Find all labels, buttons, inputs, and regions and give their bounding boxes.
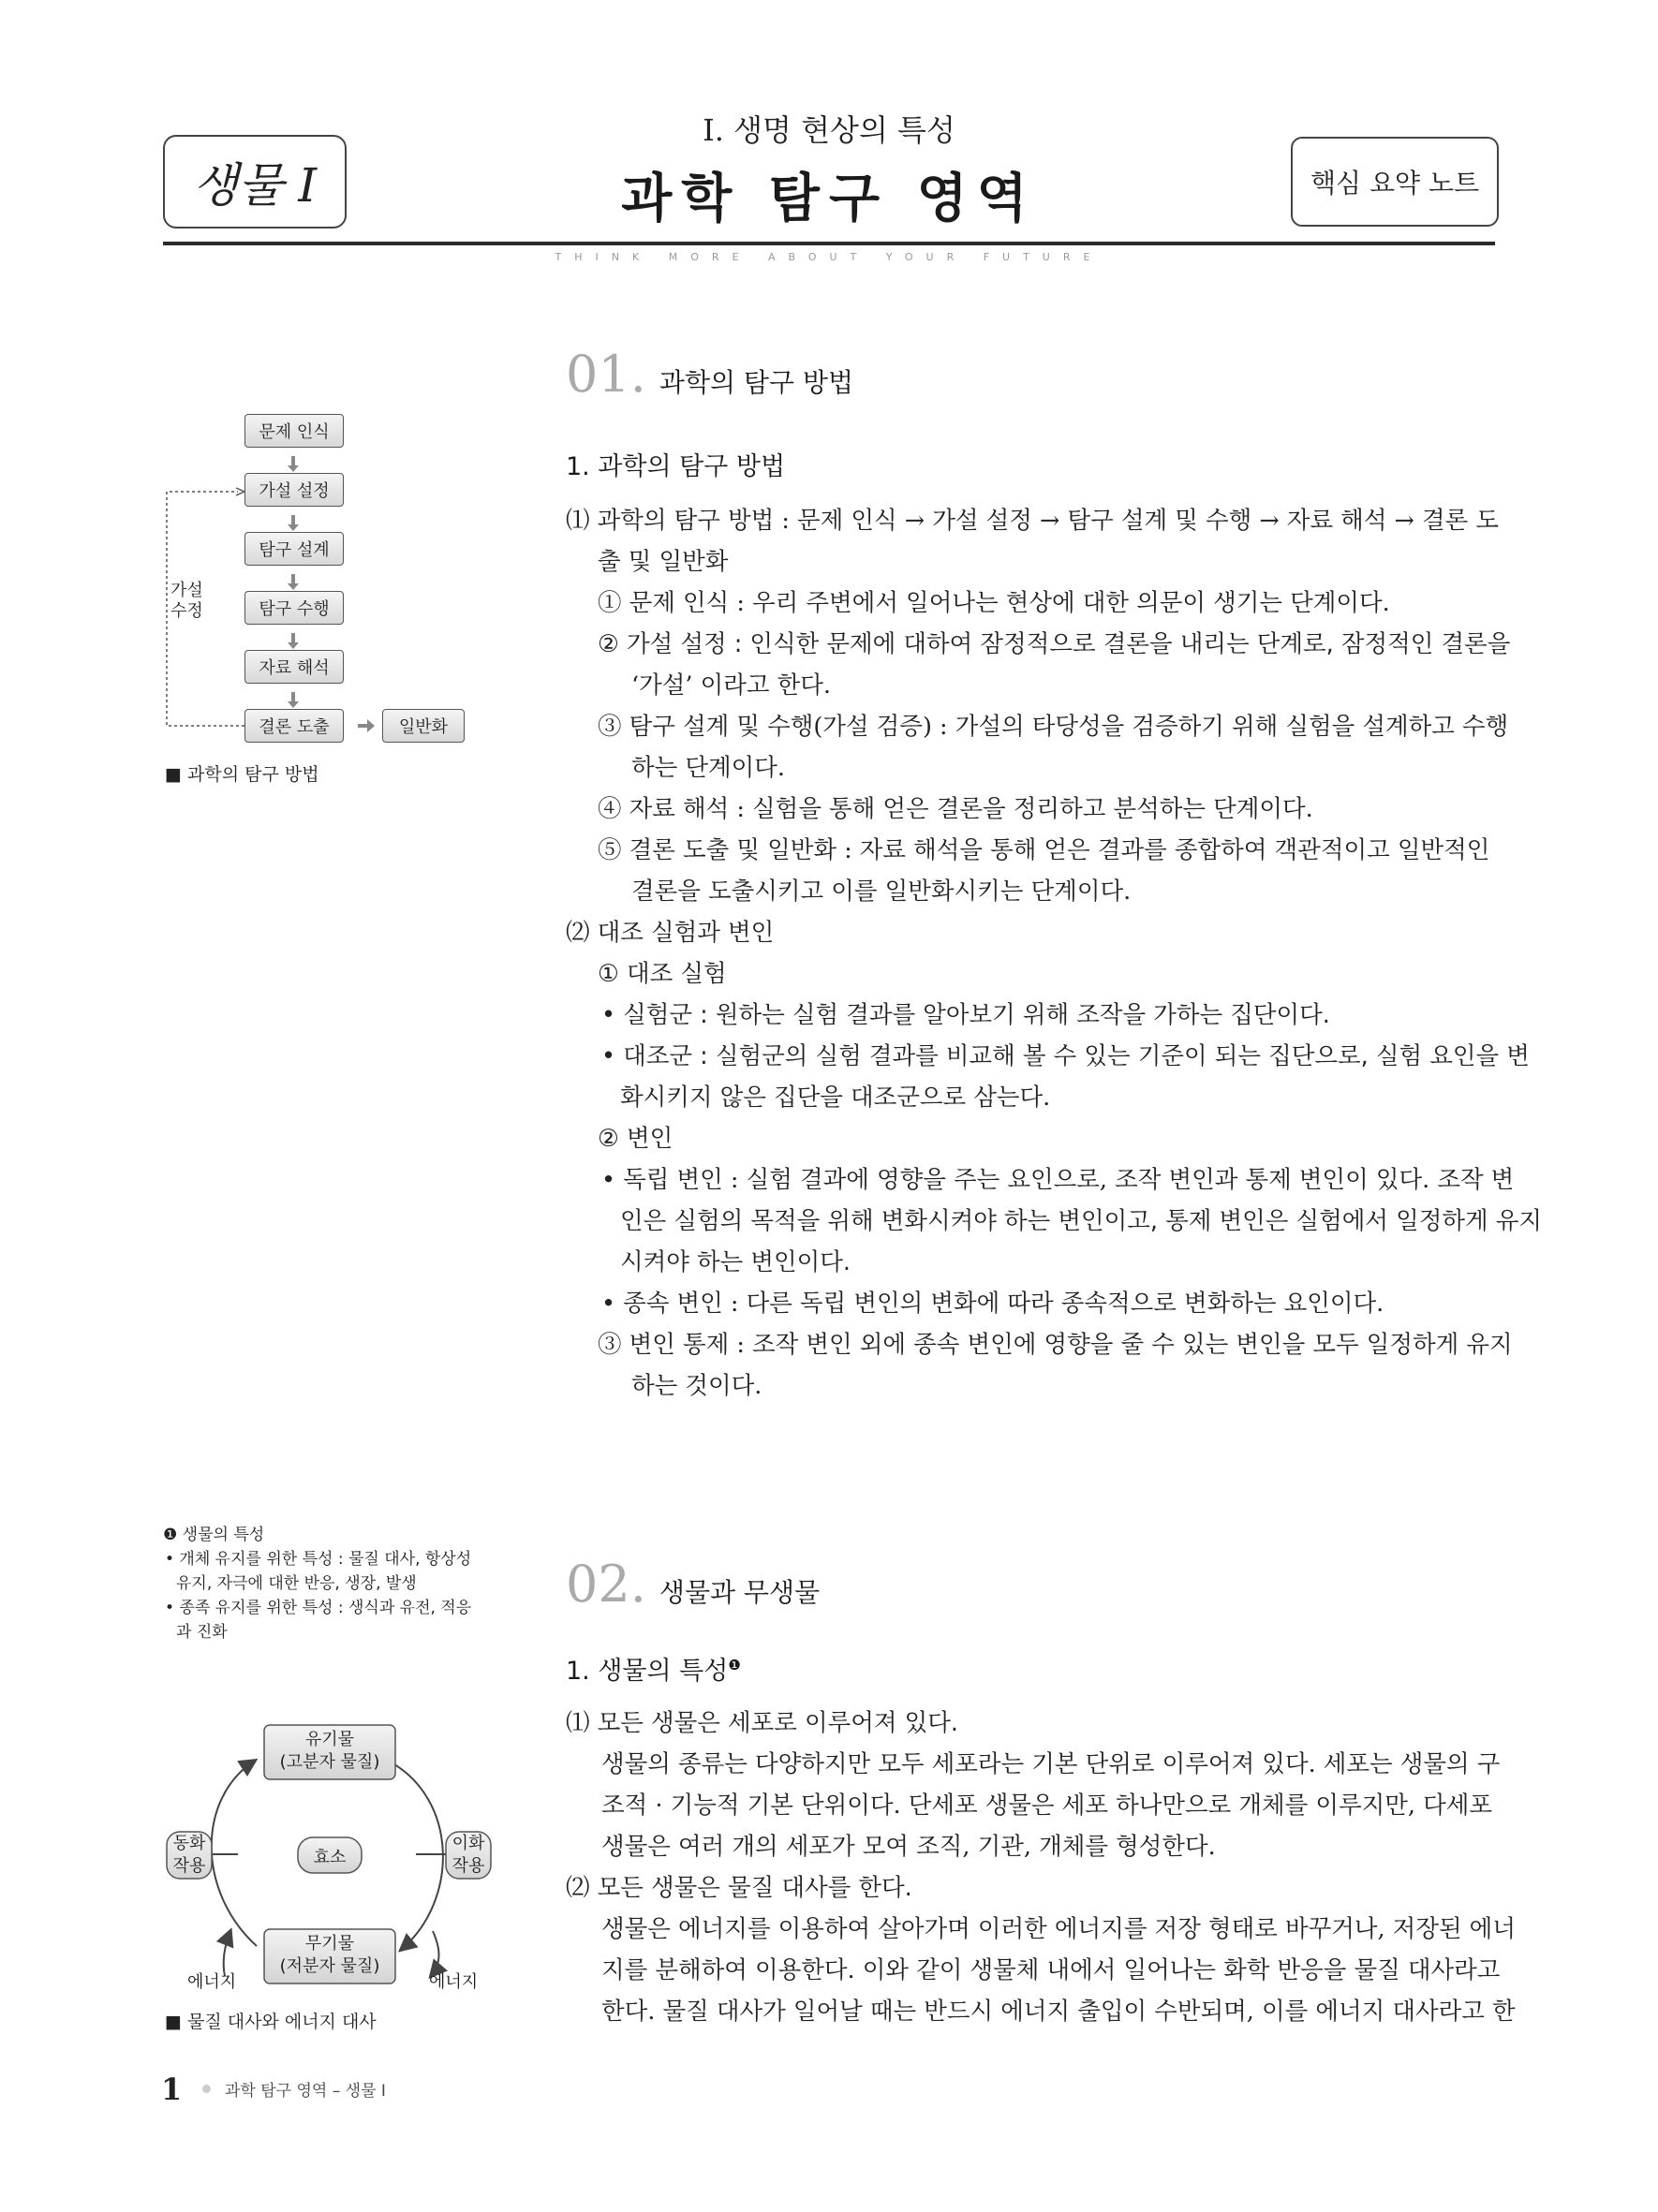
text-line: 지를 분해하여 이용한다. 이와 같이 생물체 내에서 일어나는 화학 반응을 물질 대사라고 — [601, 1956, 1501, 1984]
flow-step-generalize: 일반화 — [382, 709, 465, 743]
inquiry-flowchart — [161, 412, 480, 768]
inorganic-matter-box — [264, 1933, 395, 1978]
text-line: • 대조군 : 실험군의 실험 결과를 비교해 볼 수 있는 기준이 되는 집단으로, 실험 요인을 변 — [601, 1042, 1530, 1070]
text-line: • 독립 변인 : 실험 결과에 영향을 주는 요인으로, 조작 변인과 통제 변인이 있다. 조작 변 — [601, 1166, 1515, 1194]
anabolism-label-2: 작용 — [172, 1856, 206, 1876]
flow-step-conclusion: 결론 도출 — [244, 709, 344, 743]
text-line: 시켜야 하는 변인이다. — [620, 1248, 851, 1276]
section-1-heading — [566, 345, 853, 404]
text-line: 출 및 일반화 — [598, 548, 729, 576]
section-2-title: 생물과 무생물 — [659, 1577, 821, 1608]
text-line: ② 가설 설정 : 인식한 문제에 대하여 잠정적으로 결론을 내리는 단계로, 잠정적인 결론을 — [598, 630, 1511, 658]
text-line: ③ 탐구 설계 및 수행(가설 검증) : 가설의 타당성을 검증하기 위해 실험을 설계하고 수행 — [598, 713, 1509, 741]
flow-revise-label: 가설 수정 — [170, 581, 203, 621]
section-2-heading — [566, 1555, 820, 1614]
text-line: ② 변인 — [598, 1125, 674, 1153]
tagline: THINK MORE ABOUT YOUR FUTURE — [555, 251, 1103, 263]
footnote-marker: ❶ — [728, 1657, 741, 1674]
text-line: • 종속 변인 : 다른 독립 변인의 변화에 따라 종속적으로 변화하는 요인이다. — [601, 1290, 1384, 1318]
text-line: ‘가설’ 이라고 한다. — [631, 671, 831, 700]
footer-text: 과학 탐구 영역 – 생물 Ⅰ — [225, 2082, 386, 2101]
footer-dot — [202, 2085, 211, 2093]
catabolism-label-1: 이화 — [452, 1834, 485, 1853]
anabolism-label-1: 동화 — [172, 1834, 206, 1853]
flow-step-hypothesis: 가설 설정 — [244, 473, 344, 507]
side-note-line: 과 진화 — [176, 1623, 228, 1642]
section-1-title: 과학의 탐구 방법 — [659, 367, 854, 398]
organic-matter-box — [264, 1729, 395, 1774]
section-1-number: 01. — [566, 345, 646, 404]
anabolism-box — [167, 1833, 212, 1878]
text-line: 생물은 여러 개의 세포가 모여 조직, 기관, 개체를 형성한다. — [601, 1833, 1216, 1861]
page-title: 과학 탐구 영역 — [621, 168, 1037, 229]
text-line: 결론을 도출시키고 이를 일반화시키는 단계이다. — [631, 877, 1132, 906]
subject-badge: 생물 I — [163, 135, 347, 229]
organic-sub-label: (고분자 물질) — [279, 1752, 380, 1772]
side-note — [163, 1523, 510, 1644]
flow-step-analysis: 자료 해석 — [244, 650, 344, 684]
text-line: ① 대조 실험 — [598, 960, 727, 988]
side-note-title: ❶ 생물의 특성 — [163, 1526, 265, 1544]
flow-step-problem: 문제 인식 — [244, 414, 344, 448]
section-2-body — [566, 1706, 1516, 2062]
flow-step-perform: 탐구 수행 — [244, 591, 344, 625]
page-number: 1 — [161, 2072, 183, 2107]
section-2-subheading — [566, 1650, 741, 1687]
text-line: 화시키지 않은 집단을 대조군으로 삼는다. — [620, 1084, 1051, 1112]
organic-label: 유기물 — [304, 1730, 355, 1749]
energy-out-label: 에너지 — [429, 1972, 479, 1992]
unit-title: I. 생명 현상의 특성 — [703, 112, 955, 148]
text-line: ⑤ 결론 도출 및 일반화 : 자료 해석을 통해 얻은 결과를 종합하여 객관적이고 일반적인 — [598, 836, 1490, 864]
text-line: ① 문제 인식 : 우리 주변에서 일어나는 현상에 대한 의문이 생기는 단계이다. — [598, 589, 1390, 617]
text-line: 인은 실험의 목적을 위해 변화시켜야 하는 변인이고, 통제 변인은 실험에서 일정하게 유지 — [620, 1207, 1543, 1235]
text-line: 하는 것이다. — [631, 1372, 762, 1400]
section-1-body — [566, 504, 1543, 1412]
metabolism-diagram — [159, 1723, 506, 1995]
text-line: 조적 · 기능적 기본 단위이다. 단세포 생물은 세포 하나만으로 개체를 이루지만, 다세포 — [601, 1792, 1493, 1820]
section-2-subheading-text: 1. 생물의 특성 — [566, 1657, 729, 1686]
section-1-subheading: 1. 과학의 탐구 방법 — [566, 452, 786, 481]
side-note-line: • 개체 유지를 위한 특성 : 물질 대사, 항상성 — [165, 1550, 472, 1569]
text-line: ⑴ 과학의 탐구 방법 : 문제 인식 → 가설 설정 → 탐구 설계 및 수행 → 자료 해석 → 결론 도 — [566, 507, 1500, 535]
section-2-number: 02. — [566, 1555, 646, 1614]
text-line: • 실험군 : 원하는 실험 결과를 알아보기 위해 조작을 가하는 집단이다. — [601, 1001, 1330, 1029]
text-line: 하는 단계이다. — [631, 754, 786, 782]
catabolism-label-2: 작용 — [452, 1856, 485, 1876]
text-line: ⑵ 대조 실험과 변인 — [566, 919, 775, 947]
flow-step-design: 탐구 설계 — [244, 532, 344, 566]
catabolism-box — [446, 1833, 491, 1878]
summary-note-badge: 핵심 요약 노트 — [1291, 137, 1499, 227]
side-note-line: 유지, 자극에 대한 반응, 생장, 발생 — [176, 1574, 417, 1593]
text-line: ⑵ 모든 생물은 물질 대사를 한다. — [566, 1874, 912, 1902]
side-note-line: • 종족 유지를 위한 특성 : 생식과 유전, 적응 — [165, 1599, 472, 1617]
energy-in-label: 에너지 — [187, 1972, 237, 1992]
text-line: ③ 변인 통제 : 조작 변인 외에 종속 변인에 영향을 줄 수 있는 변인을 모두 일정하게 유지 — [598, 1331, 1513, 1359]
flowchart-caption: ■ 과학의 탐구 방법 — [165, 764, 319, 785]
inorganic-sub-label: (저분자 물질) — [279, 1956, 380, 1976]
text-line: 한다. 물질 대사가 일어날 때는 반드시 에너지 출입이 수반되며, 이를 에너지 대사라고 한 — [601, 1998, 1516, 2026]
metabolism-caption: ■ 물질 대사와 에너지 대사 — [165, 2012, 377, 2032]
text-line: ④ 자료 해석 : 실험을 통해 얻은 결론을 정리하고 분석하는 단계이다. — [598, 795, 1313, 823]
inorganic-label: 무기물 — [304, 1934, 355, 1954]
enzyme-label: 효소 — [313, 1848, 347, 1867]
header-divider — [163, 242, 1495, 245]
text-line: 생물의 종류는 다양하지만 모두 세포라는 기본 단위로 이루어져 있다. 세포는 생물의 구 — [601, 1750, 1501, 1778]
text-line: 생물은 에너지를 이용하여 살아가며 이러한 에너지를 저장 형태로 바꾸거나, 저장된 에너 — [601, 1915, 1516, 1943]
text-line: ⑴ 모든 생물은 세포로 이루어져 있다. — [566, 1709, 958, 1737]
